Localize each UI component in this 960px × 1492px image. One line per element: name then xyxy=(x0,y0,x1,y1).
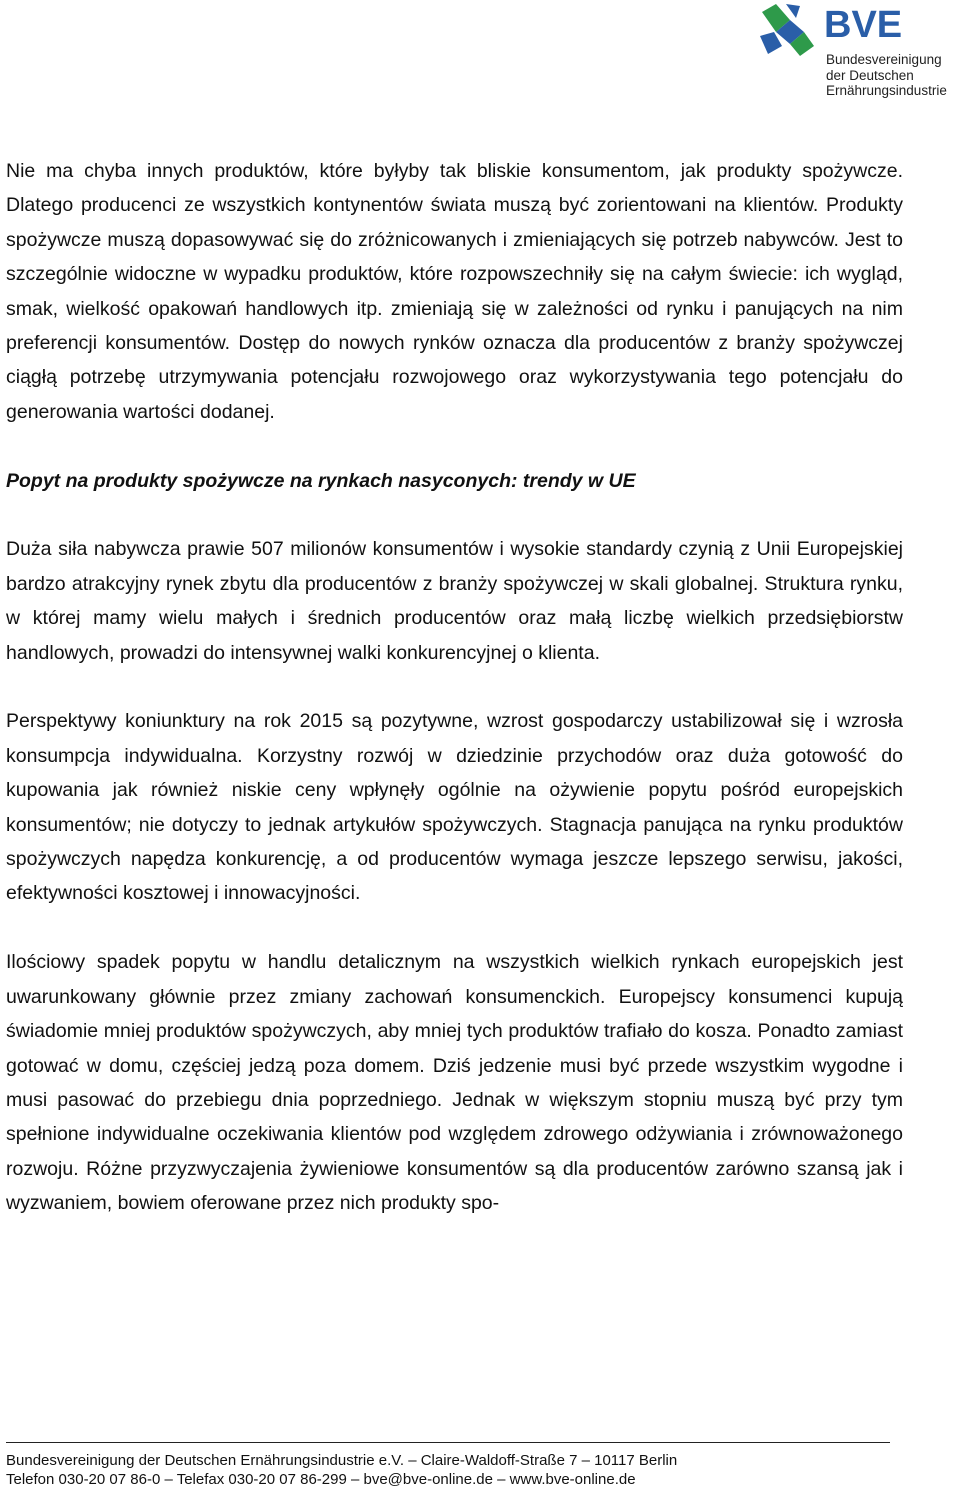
footer-contact: Telefon 030-20 07 86-0 – Telefax 030-20 07 86-299 – bve@bve-online.de – www.bve-online.de xyxy=(6,1471,636,1488)
paragraph: Duża siła nabywcza prawie 507 milionów konsumentów i wysokie standardy czynią z Unii Europejskiej bardzo atrakcyjny rynek zbytu dla producentów z branży spożywczej w skali globalnej. Struktura rynku, w której mamy wielu małych i średnich producentów oraz małą liczbę wielkich przedsiębiorstw handlowych, prowadzi do intensywnej walki konkurencyjnej o klienta. xyxy=(6,538,903,664)
logo-brand: BVE xyxy=(824,4,903,46)
section-heading: Popyt na produkty spożywcze na rynkach nasyconych: trendy w UE xyxy=(6,469,636,492)
bve-logo-icon xyxy=(756,2,820,62)
paragraph: Perspektywy koniunktury na rok 2015 są pozytywne, wzrost gospodarczy ustabilizował się i wzrosła konsumpcja indywidualna. Korzystny rozwój w dziedzinie przychodów oraz duża gotowość do kupowania jak również niskie ceny wpłynęły ogólnie na ożywienie popytu pośród europejskich konsumentów; nie dotyczy to jednak artykułów spożywczych. Stagnacja panująca na rynku produktów spożywczych napędza konkurencję, a od producentów wymaga jeszcze lepszego serwisu, jakości, efektywności kosztowej i innowacyjności. xyxy=(6,710,903,905)
logo-subtitle-line: Ernährungsindustrie xyxy=(826,83,947,98)
paragraph: Ilościowy spadek popytu w handlu detalicznym na wszystkich wielkich rynkach europejskich jest uwarunkowany głównie przez zmiany zachowań konsumenckich. Europejscy konsumenci kupują świadomie mniej produktów spożywczych, aby mniej tych produktów trafiało do kosza. Ponadto zamiast gotować w domu, częściej jedzą poza domem. Dziś jedzenie musi być przede wszystkim wygodne i musi pasować do przebiegu dnia poprzedniego. Jednak w większym stopniu muszą być przy tym spełnione indywidualne oczekiwania klientów pod względem zdrowego odżywiania i zrównoważonego rozwoju. Różne przyzwyczajenia żywieniowe konsumentów są dla producentów zarówno szansą jak i wyzwaniem, bowiem oferowane przez nich produkty spo- xyxy=(6,951,903,1215)
footer-address: Bundesvereinigung der Deutschen Ernährungsindustrie e.V. – Claire-Waldoff-Straße 7 – 10117 Berlin xyxy=(6,1452,678,1469)
document-body xyxy=(6,154,903,1221)
bve-logo xyxy=(756,2,956,102)
footer-divider xyxy=(6,1442,890,1443)
logo-subtitle xyxy=(826,52,947,99)
logo-subtitle-line: der Deutschen xyxy=(826,67,914,83)
paragraph: Nie ma chyba innych produktów, które byłyby tak bliskie konsumentom, jak produkty spożywcze. Dlatego producenci ze wszystkich kontynentów świata muszą być zorientowani na klientów. Produkty spożywcze muszą dopasowywać się do zróżnicowanych i zmieniających się potrzeb nabywców. Jest to szczególnie widoczne w wypadku produktów, które rozpowszechniły się na całym świecie: ich wygląd, smak, wielkość opakowań handlowych itp. zmieniają się w zależności od rynku i panujących na nim preferencji konsumentów. Dostęp do nowych rynków oznacza dla producentów z branży spożywczej ciągłą potrzebę utrzymywania potencjału rozwojowego oraz wykorzystywania tego potencjału do generowania wartości dodanej. xyxy=(6,160,903,423)
logo-subtitle-line: Bundesvereinigung xyxy=(826,52,942,67)
